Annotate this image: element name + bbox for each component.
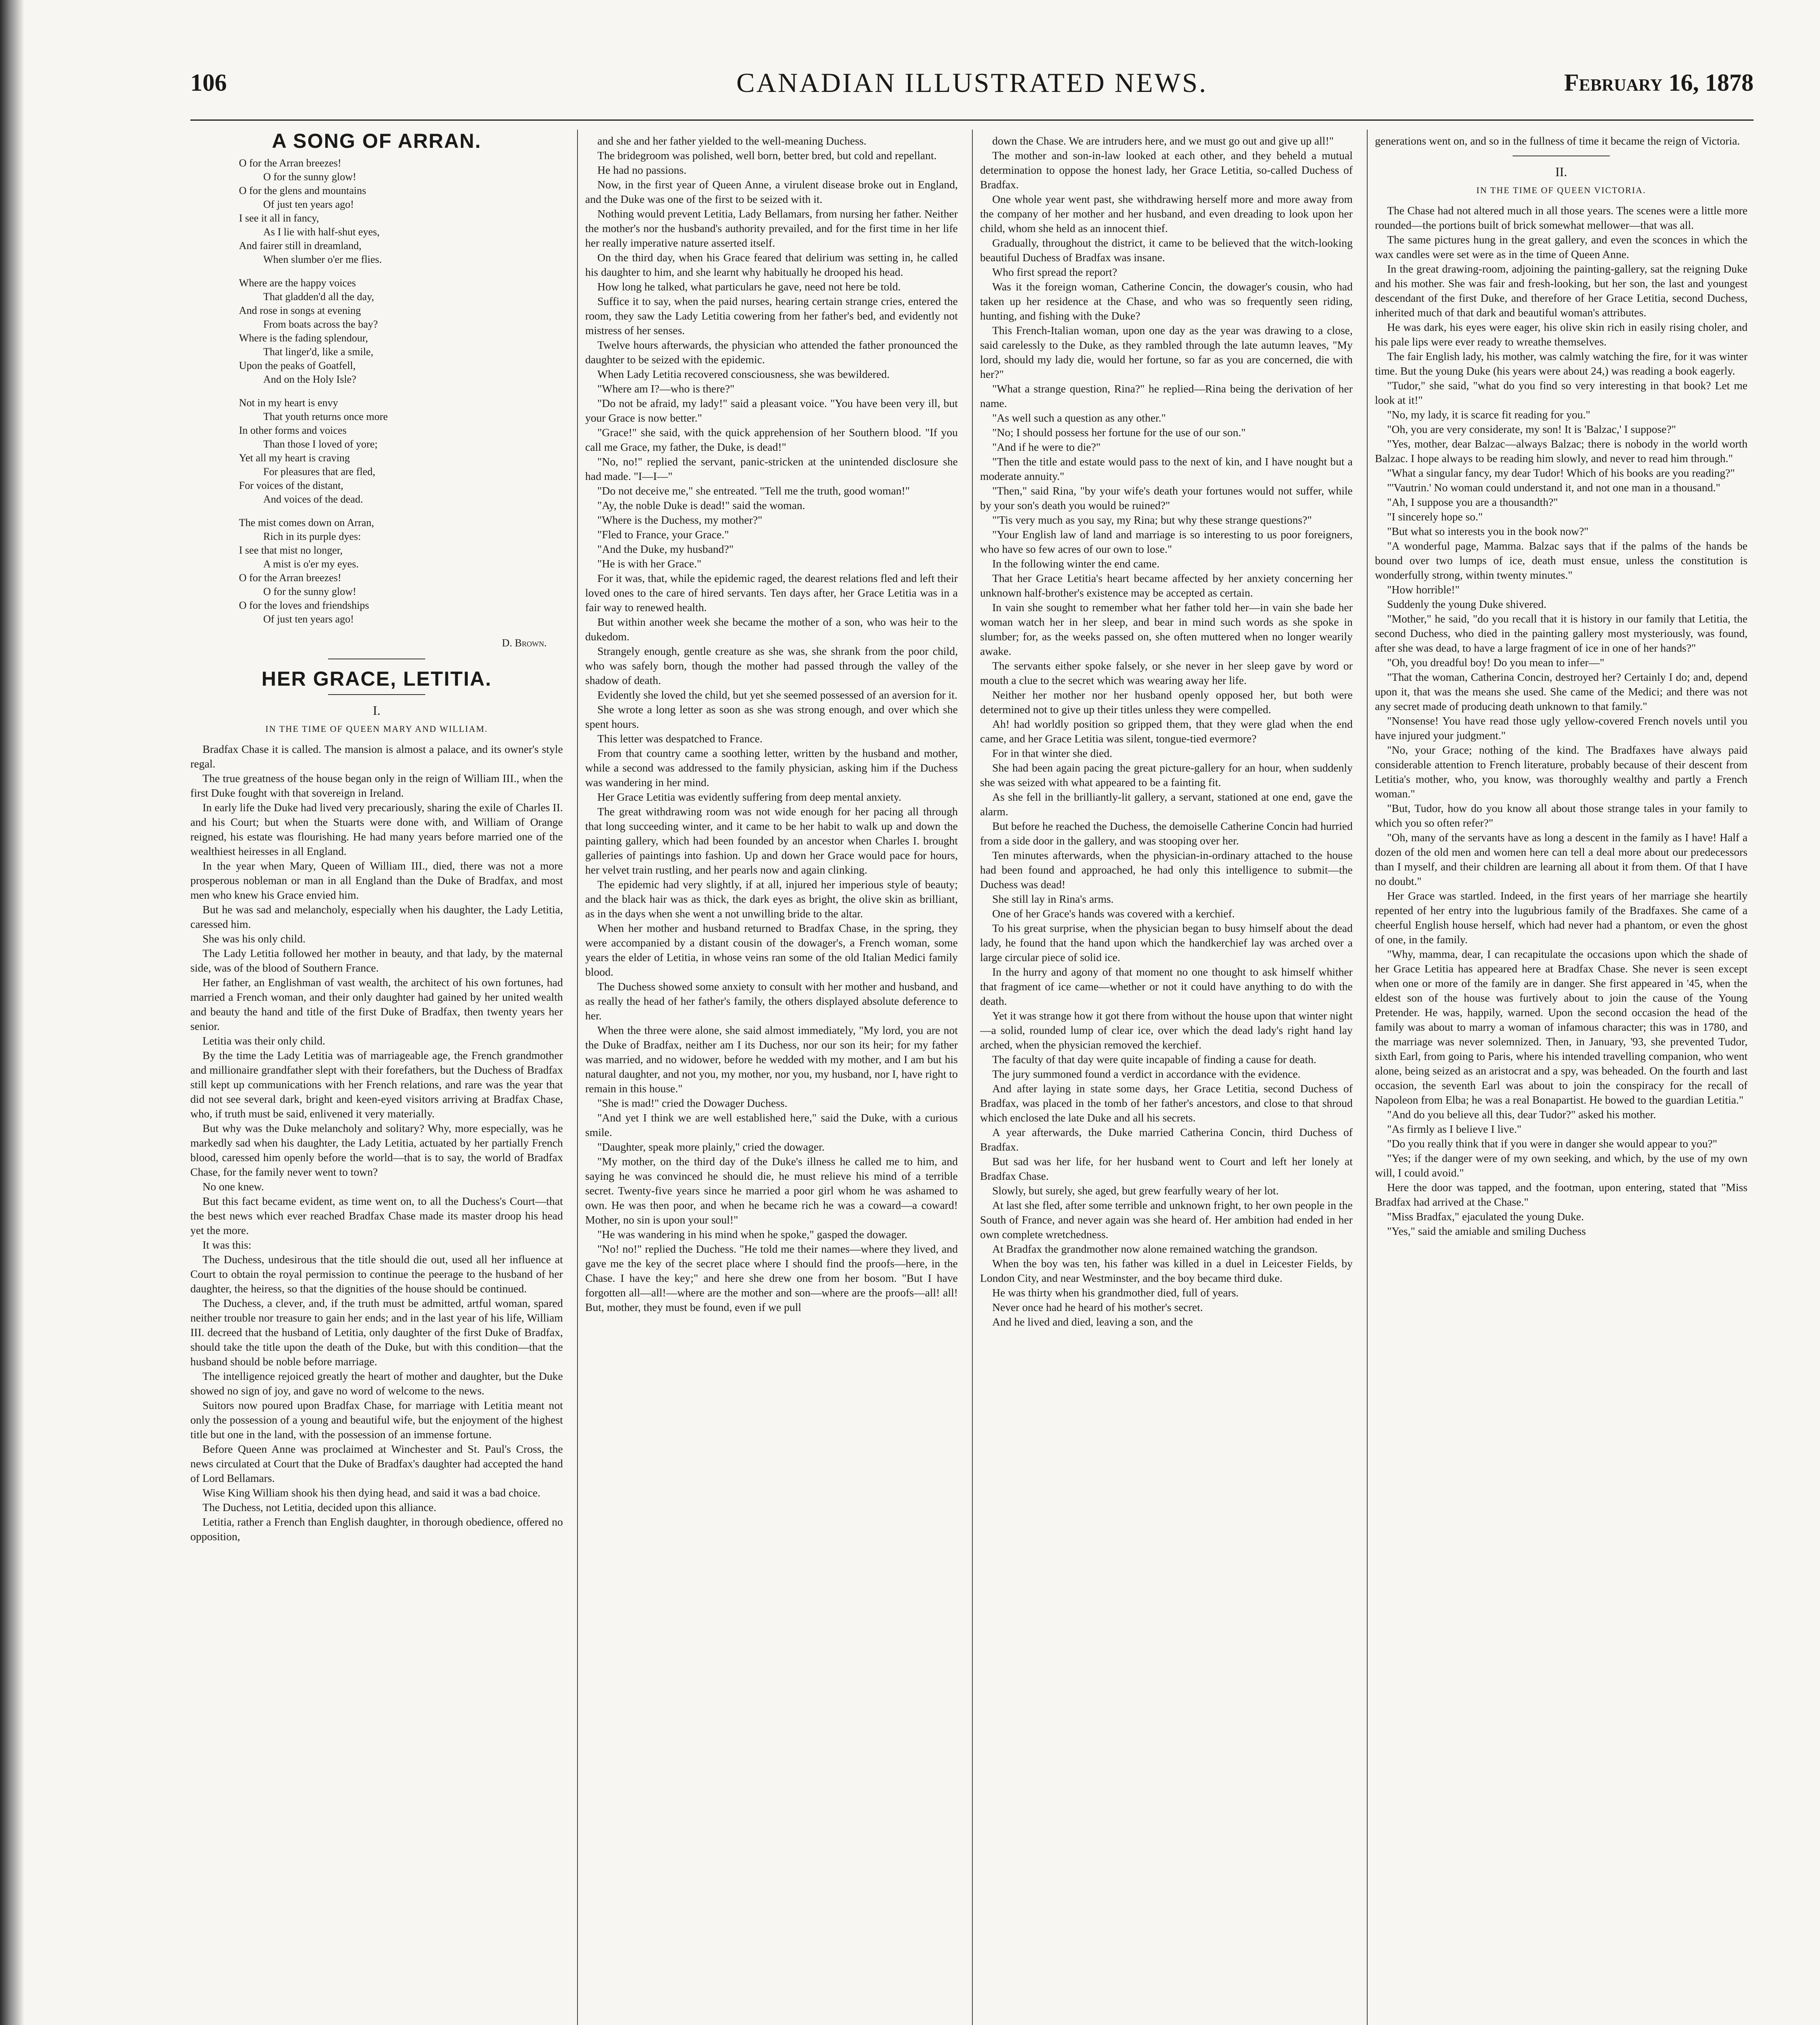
paragraph: This letter was despatched to France. bbox=[597, 732, 763, 745]
paragraph: In the following winter the end came. bbox=[992, 557, 1160, 570]
poem-line: O for the sunny glow! bbox=[263, 171, 356, 183]
paragraph: "A wonderful page, Mamma. Balzac says that if the palms of the hands be bound over two lumps of ice, death must ensue, unless the constitution is wonderfully strong, within twenty minutes." bbox=[1375, 539, 1748, 581]
paragraph: And he lived and died, leaving a son, and the bbox=[992, 1315, 1193, 1328]
section-number-two: II. bbox=[1555, 164, 1567, 179]
paragraph: She wrote a long letter as soon as she was strong enough, and over which she spent hours. bbox=[585, 703, 958, 730]
poem-line: Not in my heart is envy bbox=[239, 397, 338, 409]
paragraph: Wise King William shook his then dying head, and said it was a bad choice. bbox=[202, 1486, 541, 1499]
column-4 bbox=[1375, 134, 1748, 2025]
poem-line: When slumber o'er me flies. bbox=[263, 254, 382, 265]
paragraph: Twelve hours afterwards, the physician who attended the father pronounced the daughter to be seized with the epidemic. bbox=[585, 339, 958, 366]
paragraph: When her mother and husband returned to Bradfax Chase, in the spring, they were accompanied by a distant cousin of the dowager's, a French woman, some years the elder of Letitia, in whose veins ran some of the old Italian Medici family blood. bbox=[585, 922, 958, 978]
paragraph: But sad was her life, for her husband went to Court and left her lonely at Bradfax Chase. bbox=[980, 1155, 1353, 1182]
poem-line: That youth returns once more bbox=[263, 411, 388, 422]
paragraph: But within another week she became the mother of a son, who was heir to the dukedom. bbox=[585, 616, 958, 643]
paragraph: How long he talked, what particulars he gave, need not here be told. bbox=[597, 280, 901, 293]
story-column-4-text bbox=[1375, 203, 1748, 1238]
paragraph: In early life the Duke had lived very precariously, sharing the exile of Charles II. and his Court; but when the Stuarts were done with, and William of Orange reigned, his estate was flourishing. He had many years before married one of the wealthiest heiresses in all England. bbox=[190, 801, 563, 857]
paragraph: The bridegroom was polished, well born, better bred, but cold and repellant. bbox=[597, 149, 937, 162]
paragraph: "Do not be afraid, my lady!" said a pleasant voice. "You have been very ill, but your Grace is now better." bbox=[585, 397, 958, 424]
paragraph: "My mother, on the third day of the Duke's illness he called me to him, and saying he was convinced he should die, he must relieve his mind of a terrible secret. Twenty-five years since he married a poor girl whom he was ashamed to own. He was then poor, and when he became rich he was a coward—a coward! Mother, no sin is upon your soul!" bbox=[585, 1155, 958, 1226]
paragraph: But he was sad and melancholy, especially when his daughter, the Lady Letitia, caressed him. bbox=[190, 903, 563, 930]
poem-line: The mist comes down on Arran, bbox=[239, 517, 374, 529]
paragraph: The Lady Letitia followed her mother in beauty, and that lady, by the maternal side, was of the blood of Southern France. bbox=[190, 947, 563, 974]
paragraph: When Lady Letitia recovered consciousness, she was bewildered. bbox=[597, 368, 890, 380]
story-title: HER GRACE, LETITIA. bbox=[261, 667, 492, 690]
paragraph: "And do you believe all this, dear Tudor?" asked his mother. bbox=[1387, 1108, 1656, 1121]
paragraph: generations went on, and so in the fullness of time it became the reign of Victoria. bbox=[1375, 134, 1740, 147]
paragraph: In the year when Mary, Queen of William III., died, there was not a more prosperous nobleman or man in all England than the Duke of Bradfax, and most men who knew his Grace envied him. bbox=[190, 859, 563, 901]
divider-rule bbox=[328, 694, 425, 695]
paragraph: Bradfax Chase it is called. The mansion is almost a palace, and its owner's style regal. bbox=[190, 743, 563, 770]
section-heading-one: IN THE TIME OF QUEEN MARY AND WILLIAM. bbox=[265, 724, 488, 734]
paragraph: And after laying in state some days, her Grace Letitia, second Duchess of Bradfax, was placed in the tomb of her father's ancestors, and close to that shroud which enclosed the late Duke and all his secrets. bbox=[980, 1082, 1353, 1124]
paragraph: But this fact became evident, as time went on, to all the Duchess's Court—that the best news which ever reached Bradfax Chase made its master droop his head yet the more. bbox=[190, 1195, 563, 1236]
issue-date: February 16, 1878 bbox=[1564, 69, 1754, 96]
paragraph: For in that winter she died. bbox=[992, 747, 1112, 759]
paragraph: In vain she sought to remember what her father told her—in vain she bade her woman watch her in her sleep, and bear in mind such words as she spoke in slumber; for, as the weeks passed on, she often muttered when no longer wearily awake. bbox=[980, 601, 1353, 657]
poem-line: Of just ten years ago! bbox=[263, 198, 354, 210]
paragraph: Suffice it to say, when the paid nurses, hearing certain strange cries, entered the room, they saw the Lady Letitia cowering from her father's bed, and evidently not mistress of her senses. bbox=[585, 295, 958, 337]
column-divider bbox=[1367, 130, 1368, 2025]
paragraph: But before he reached the Duchess, the demoiselle Catherine Concin had hurried from a side door in the gallery, and was stooping over her. bbox=[980, 820, 1353, 847]
paragraph: Gradually, throughout the district, it came to be believed that the witch-looking beautiful Duchess of Bradfax was insane. bbox=[980, 237, 1353, 264]
paragraph: down the Chase. We are intruders here, and we must go out and give up all!" bbox=[992, 134, 1334, 147]
paragraph: The Duchess, not Letitia, decided upon this alliance. bbox=[202, 1501, 437, 1513]
paragraph: By the time the Lady Letitia was of marriageable age, the French grandmother and millionaire grandfather slept with their forefathers, but the Duchess of Bradfax still kept up communications with her French relations, and rare was the year that did not see several dark, bright and keen-eyed visitors arriving at Bradfax Chase, who, if truth must be said, enlivened it very materially. bbox=[190, 1049, 563, 1120]
paragraph: From that country came a soothing letter, written by the husband and mother, while a second was addressed to the family physician, asking him if the Duchess was wandering in her mind. bbox=[585, 747, 958, 789]
paragraph: He had no passions. bbox=[597, 164, 686, 176]
paragraph: When the boy was ten, his father was killed in a duel in Leicester Fields, by London City, and near Westminster, and the boy became third duke. bbox=[980, 1257, 1353, 1284]
paragraph: To his great surprise, when the physician began to busy himself about the dead lady, he found that the hand upon which the handkerchief lay was arched over a large circular piece of solid ice. bbox=[980, 922, 1353, 963]
paragraph: "Your English law of land and marriage is so interesting to us poor foreigners, who have so few acres of our own to lose." bbox=[980, 528, 1353, 555]
paragraph: "Oh, you dreadful boy! Do you mean to infer—" bbox=[1387, 656, 1605, 669]
paragraph: "Oh, you are very considerate, my son! It is 'Balzac,' I suppose?" bbox=[1387, 423, 1676, 435]
column-2 bbox=[585, 134, 958, 2025]
paragraph: Ten minutes afterwards, when the physician-in-ordinary attached to the house had been found and approached, he had only this intelligence to submit—the Duchess was dead! bbox=[980, 849, 1353, 891]
column-1 bbox=[190, 134, 563, 2025]
paragraph: "Grace!" she said, with the quick apprehension of her Southern blood. "If you call me Grace, my father, the Duke, is dead!" bbox=[585, 426, 958, 453]
column-divider bbox=[577, 130, 578, 2025]
paragraph: He was thirty when his grandmother died, full of years. bbox=[992, 1286, 1239, 1299]
paragraph: "He is with her Grace." bbox=[597, 557, 701, 570]
paragraph: "As firmly as I believe I live." bbox=[1387, 1123, 1522, 1135]
paragraph: Neither her mother nor her husband openly opposed her, but both were determined not to give up their titles unless they were compelled. bbox=[980, 688, 1353, 716]
paragraph: When the three were alone, she said almost immediately, "My lord, you are not the Duke of Bradfax, neither am I its Duchess, nor our son its heir; for my father was married, and no widower, before he wedded with my mother, and I am but his natural daughter, and not you, my mother, nor you, my husband, nor I, have right to remain in this house." bbox=[585, 1024, 958, 1095]
paragraph: "And the Duke, my husband?" bbox=[597, 543, 734, 555]
paragraph: "Where is the Duchess, my mother?" bbox=[597, 514, 763, 526]
paragraph: Nothing would prevent Letitia, Lady Bellamars, from nursing her father. Neither the mother's nor the husband's authority prevailed, and for the first time in her life her really imperative nature asserted itself. bbox=[585, 207, 958, 249]
paragraph: Her father, an Englishman of vast wealth, the architect of his own fortunes, had married a French woman, and their only daughter had gained by her united wealth and beauty the hand and title of the first Duke of Bradfax, then twenty years her senior. bbox=[190, 976, 563, 1032]
poem-line: Of just ten years ago! bbox=[263, 613, 354, 625]
poem-line: For pleasures that are fled, bbox=[263, 466, 375, 477]
poem-line: In other forms and voices bbox=[239, 424, 347, 436]
paragraph: "Miss Bradfax," ejaculated the young Duke. bbox=[1387, 1210, 1584, 1223]
paragraph: As she fell in the brilliantly-lit gallery, a servant, stationed at one end, gave the alarm. bbox=[980, 791, 1353, 818]
paragraph: Suitors now poured upon Bradfax Chase, for marriage with Letitia meant not only the possession of a young and beautiful wife, but the enjoyment of the highest title but one in the land, with the possession of an immense fortune. bbox=[190, 1399, 563, 1441]
paragraph: Slowly, but surely, she aged, but grew fearfully weary of her lot. bbox=[992, 1184, 1279, 1197]
masthead: CANADIAN ILLUSTRATED NEWS. bbox=[736, 67, 1208, 98]
paragraph: "Oh, many of the servants have as long a descent in the family as I have! Half a dozen of the old men and women here can tell a deal more about our predecessors than I myself, and their children are learning all about it from them. Of that I have no doubt." bbox=[1375, 831, 1748, 887]
paragraph: "No, no!" replied the servant, panic-stricken at the unintended disclosure she had made. "I—I—" bbox=[585, 455, 958, 482]
paragraph: One whole year went past, she withdrawing herself more and more away from the company of her mother and her husband, and even dreading to look upon her child, whom she held as an innocent thief. bbox=[980, 193, 1353, 234]
paragraph: Evidently she loved the child, but yet she seemed possessed of an aversion for it. bbox=[597, 688, 957, 701]
paragraph: The Chase had not altered much in all those years. The scenes were a little more rounded—the portions built of brick somewhat mellower—that was all. bbox=[1375, 204, 1748, 231]
paragraph: "Where am I?—who is there?" bbox=[597, 382, 735, 395]
paragraph: "But, Tudor, how do you know all about those strange tales in your family to which you so often refer?" bbox=[1375, 802, 1748, 829]
song-title: A SONG OF ARRAN. bbox=[272, 134, 482, 152]
poem-line: O for the loves and friendships bbox=[239, 599, 369, 611]
paragraph: No one knew. bbox=[202, 1180, 264, 1193]
paragraph: The servants either spoke falsely, or she never in her sleep gave by word or mouth a clue to the secret which was wearing away her life. bbox=[980, 659, 1353, 686]
paragraph: "Nonsense! You have read those ugly yellow-covered French novels until you have injured your judgment." bbox=[1375, 714, 1748, 742]
paragraph: He was dark, his eyes were eager, his olive skin rich in easily rising choler, and his pale lips were ever ready to wreathe themselves. bbox=[1375, 321, 1748, 348]
paragraph: The mother and son-in-law looked at each other, and they beheld a mutual determination to oppose the honest lady, her Grace Letitia, so-called Duchess of Bradfax. bbox=[980, 149, 1353, 191]
paragraph: The Duchess, undesirous that the title should die out, used all her influence at Court to obtain the royal permission to continue the peerage to the husband of her daughter, the heiress, so that the dignities of the house should be continued. bbox=[190, 1253, 563, 1295]
poem-stanza bbox=[239, 276, 563, 386]
poem-line: From boats across the bay? bbox=[263, 318, 378, 330]
paragraph: Letitia was their only child. bbox=[202, 1034, 326, 1047]
paragraph: The epidemic had very slightly, if at all, injured her imperious style of beauty; and the black hair was as thick, the dark eyes as bright, the olive skin as brilliant, as in the days when she went a not unwilling bride to the altar. bbox=[585, 878, 958, 920]
poem-line: Where is the fading splendour, bbox=[239, 332, 368, 344]
paragraph: The Duchess showed some anxiety to consult with her mother and husband, and as really the head of her father's family, the others displayed absolute deference to her. bbox=[585, 980, 958, 1022]
paragraph: The faculty of that day were quite incapable of finding a cause for death. bbox=[992, 1053, 1317, 1066]
paragraph: A year afterwards, the Duke married Catherina Concin, third Duchess of Bradfax. bbox=[980, 1126, 1353, 1153]
paragraph: and she and her father yielded to the well-meaning Duchess. bbox=[597, 134, 867, 147]
poem-line: As I lie with half-shut eyes, bbox=[263, 226, 380, 238]
paragraph: The great withdrawing room was not wide enough for her pacing all through that long succeeding winter, and it came to be her habit to walk up and down the painting gallery, which had been founded by an ancestor when Charles I. brought galleries of paintings into fashion. Up and down her Grace would pace for hours, her velvet train rustling, and her pearls now and again clinking. bbox=[585, 805, 958, 876]
poem-line: And fairer still in dreamland, bbox=[239, 240, 362, 252]
poem-line: O for the sunny glow! bbox=[263, 586, 356, 597]
paragraph: "No! no!" replied the Duchess. "He told me their names—where they lived, and gave me the key of the secret place where I should find the proofs—here, in the Chase. I have the key;" and here she drew one from her bosom. "But I have forgotten all—all!—where are the mother and son—where are the proofs—all! all! But, mother, they must be found, even if we pull bbox=[585, 1243, 958, 1313]
paragraph: "No; I should possess her fortune for the use of our son." bbox=[992, 426, 1246, 439]
story-column-1-text bbox=[190, 742, 563, 1544]
paragraph: She still lay in Rina's arms. bbox=[992, 893, 1114, 905]
paragraph: "What a singular fancy, my dear Tudor! Which of his books are you reading?" bbox=[1387, 467, 1735, 479]
section-heading-two: IN THE TIME OF QUEEN VICTORIA. bbox=[1476, 185, 1646, 195]
paragraph: That her Grace Letitia's heart became affected by her anxiety concerning her unknown half-brother's existence may be accepted as certain. bbox=[980, 572, 1353, 599]
poem-line: Than those I loved of yore; bbox=[263, 438, 378, 450]
paragraph: Yet it was strange how it got there from without the house upon that winter night—a solid, rounded lump of clear ice, over which the dead lady's right hand lay arched, when the physician removed the kerchief. bbox=[980, 1009, 1353, 1051]
poem-line: That gladden'd all the day, bbox=[263, 291, 374, 303]
paragraph: "'Tis very much as you say, my Rina; but why these strange questions?" bbox=[992, 514, 1312, 526]
paragraph: "And yet I think we are well established here," said the Duke, with a curious smile. bbox=[585, 1111, 958, 1138]
paragraph: She had been again pacing the great picture-gallery for an hour, when suddenly she was seized with what appeared to be a fainting fit. bbox=[980, 761, 1353, 789]
paragraph: The intelligence rejoiced greatly the heart of mother and daughter, but the Duke showed no sign of joy, and gave no word of welcome to the news. bbox=[190, 1370, 563, 1397]
poem-line: Yet all my heart is craving bbox=[239, 452, 350, 464]
poem-line: Upon the peaks of Goatfell, bbox=[239, 360, 356, 371]
paragraph: "Then," said Rina, "by your wife's death your fortunes would not suffer, while by your son's death you would be ruined?" bbox=[980, 484, 1353, 512]
paragraph: Was it the foreign woman, Catherine Concin, the dowager's cousin, who had taken up her residence at the Chase, and who was so frequently seen riding, hunting, and fishing with the Duke? bbox=[980, 280, 1353, 322]
paragraph: Suddenly the young Duke shivered. bbox=[1387, 598, 1547, 610]
paragraph: At last she fled, after some terrible and unknown fright, to her own people in the South of France, and never again was she heard of. Her ambition had ended in her own complete wretchedness. bbox=[980, 1199, 1353, 1241]
page-edge-shadow bbox=[0, 0, 24, 2025]
paragraph: "He was wandering in his mind when he spoke," gasped the dowager. bbox=[597, 1228, 908, 1241]
paragraph: The Duchess, a clever, and, if the truth must be admitted, artful woman, spared neither trouble nor treasure to gain her ends; and in the last year of his life, William III. decreed that the husband of Letitia, only daughter of the first Duke of Bradfax, should take the title upon the death of the Duke, but with this condition—that the husband should be noble before marriage. bbox=[190, 1297, 563, 1368]
paragraph: This French-Italian woman, upon one day as the year was drawing to a close, said carelessly to the Duke, as they rambled through the late autumn leaves, "My lord, should my lady die, would her fortune, so far as you are concerned, die with her?" bbox=[980, 324, 1353, 380]
paragraph: "That the woman, Catherina Concin, destroyed her? Certainly I do; and, depend upon it, that was the means she used. She came of the Medici; and there was not any secret made of producing death unknown to that family." bbox=[1375, 671, 1748, 712]
poem-author: D. Brown. bbox=[502, 637, 547, 649]
paragraph: "How horrible!" bbox=[1387, 583, 1460, 596]
poem-line: O for the glens and mountains bbox=[239, 185, 367, 196]
poem-line: Where are the happy voices bbox=[239, 277, 356, 289]
column-divider bbox=[972, 130, 973, 2025]
paragraph: "What a strange question, Rina?" he replied—Rina being the derivation of her name. bbox=[980, 382, 1353, 409]
paragraph: Letitia, rather a French than English daughter, in thorough obedience, offered no opposition, bbox=[190, 1516, 563, 1543]
paragraph: The same pictures hung in the great gallery, and even the sconces in which the wax candles were set were as in the time of Queen Anne. bbox=[1375, 233, 1748, 260]
poem-line: O for the Arran breezes! bbox=[239, 572, 341, 584]
poem-line: For voices of the distant, bbox=[239, 480, 343, 491]
paragraph: Here the door was tapped, and the footman, upon entering, stated that "Miss Bradfax had arrived at the Chase." bbox=[1375, 1181, 1748, 1208]
story-column-2-text bbox=[585, 134, 958, 1315]
paragraph: "Ay, the noble Duke is dead!" said the woman. bbox=[597, 499, 806, 512]
paragraph: At Bradfax the grandmother now alone remained watching the grandson. bbox=[992, 1243, 1318, 1255]
poem-line: Rich in its purple dyes: bbox=[263, 531, 361, 542]
poem-stanza bbox=[239, 396, 563, 506]
poem-line: I see that mist no longer, bbox=[239, 544, 343, 556]
paragraph: "I sincerely hope so." bbox=[1387, 510, 1483, 523]
paragraph: Ah! had worldly position so gripped them, that they were glad when the end came, and her Grace Letitia was silent, tongue-tied evermore? bbox=[980, 718, 1353, 745]
paragraph: She was his only child. bbox=[202, 932, 306, 945]
paragraph: "Why, mamma, dear, I can recapitulate the occasions upon which the shade of her Grace Letitia has appeared here at Bradfax Chase. She never is seen except when one or more of the family are in danger. She first appeared in '45, when the eldest son of the house was furtively about to join the cause of the Young Pretender. He was, happily, warned. Upon the second occasion the head of the family was about to marry a woman of infamous character; this was in 1780, and the marriage was never solemnized. Then, in January, '93, she prevented Tudor, sixth Earl, from going to Paris, where his intended travelling companion, who went alone, being seized as an aristocrat and a spy, was beheaded. On the fourth and last occasion, the seventh Earl was about to join the conspiracy for the recall of Napoleon from Elba; he was a real Bonapartist. He bowed to the guardian Letitia." bbox=[1375, 948, 1748, 1106]
poem-line: I see it all in fancy, bbox=[239, 212, 319, 224]
paragraph: For it was, that, while the epidemic raged, the dearest relations fled and left their loved ones to the care of hired servants. Ten days after, her Grace Letitia was in a fair way to renewed health. bbox=[585, 572, 958, 614]
paragraph: On the third day, when his Grace feared that delirium was setting in, he called his daughter to him, and she learnt why habitually he drooped his head. bbox=[585, 251, 958, 278]
page-header bbox=[190, 57, 1754, 105]
paragraph: The fair English lady, his mother, was calmly watching the fire, for it was winter time. But the young Duke (his years were about 24,) was reading a book eagerly. bbox=[1375, 350, 1748, 377]
paragraph: "Daughter, speak more plainly," cried the dowager. bbox=[597, 1140, 825, 1153]
paragraph: But why was the Duke melancholy and solitary? Why, more especially, was he markedly sad when his daughter, the Lady Letitia, actuated by her partially French blood, caressed him openly before the world—that is to say, the world of Bradfax Chase, for the family never went to town? bbox=[190, 1122, 563, 1178]
paragraph: Strangely enough, gentle creature as she was, she shrank from the poor child, who was safely born, though the mother had passed through the valley of the shadow of death. bbox=[585, 645, 958, 686]
page-number: 106 bbox=[190, 69, 227, 96]
poem-line: And on the Holy Isle? bbox=[263, 373, 356, 385]
paragraph: "Yes," said the amiable and smiling Duchess bbox=[1387, 1225, 1586, 1237]
paragraph: "Then the title and estate would pass to the next of kin, and I have nought but a moderate annuity." bbox=[980, 455, 1353, 482]
poem-stanza bbox=[239, 516, 563, 626]
paragraph: "Tudor," she said, "what do you find so very interesting in that book? Let me look at it!" bbox=[1375, 379, 1748, 406]
story-column-3-text bbox=[980, 134, 1353, 1329]
poem-line: And voices of the dead. bbox=[263, 493, 363, 505]
paragraph: The true greatness of the house began only in the reign of William III., when the first Duke fought with that sovereign in Ireland. bbox=[190, 772, 563, 799]
paragraph: Before Queen Anne was proclaimed at Winchester and St. Paul's Cross, the news circulated at Court that the Duke of Bradfax's daughter had accepted the hand of Lord Bellamars. bbox=[190, 1443, 563, 1484]
paragraph: Never once had he heard of his mother's secret. bbox=[992, 1301, 1203, 1313]
poem-line: A mist is o'er my eyes. bbox=[263, 558, 359, 570]
paragraph: "No, your Grace; nothing of the kind. The Bradfaxes have always paid considerable attention to French literature, probably because of their descent from Letitia's mother, who, you know, was thoroughly wealthy and partly a French woman." bbox=[1375, 744, 1748, 800]
paragraph: "Ah, I suppose you are a thousandth?" bbox=[1387, 496, 1558, 508]
paragraph: "And if he were to die?" bbox=[992, 441, 1101, 453]
paragraph: Who first spread the report? bbox=[992, 266, 1117, 278]
paragraph: In the hurry and agony of that moment no one thought to ask himself whither that fragment of ice came—whether or not it could have anything to do with the death. bbox=[980, 966, 1353, 1007]
poem-line: And rose in songs at evening bbox=[239, 305, 361, 316]
paragraph: The jury summoned found a verdict in accordance with the evidence. bbox=[992, 1068, 1301, 1080]
paragraph: "She is mad!" cried the Dowager Duchess. bbox=[597, 1097, 788, 1109]
paragraph: "'Vautrin.' No woman could understand it, and not one man in a thousand." bbox=[1387, 481, 1720, 494]
poem bbox=[239, 156, 563, 626]
paragraph: "No, my lady, it is scarce fit reading for you." bbox=[1387, 408, 1590, 421]
paragraph: "As well such a question as any other." bbox=[992, 411, 1166, 424]
paragraph: "Do you really think that if you were in danger she would appear to you?" bbox=[1387, 1137, 1718, 1150]
paragraph: "Yes; if the danger were of my own seeking, and which, by the use of my own will, I could avoid." bbox=[1375, 1152, 1748, 1179]
paragraph: Her Grace Letitia was evidently suffering from deep mental anxiety. bbox=[597, 791, 901, 803]
paragraph: "Mother," he said, "do you recall that it is history in our family that Letitia, the second Duchess, who died in the painting gallery most mysteriously, was found, after she was dead, to have a large fragment of ice in one of her hands?" bbox=[1375, 612, 1748, 654]
paragraph: It was this: bbox=[202, 1238, 251, 1251]
column-3 bbox=[980, 134, 1353, 2025]
header-rule bbox=[190, 119, 1754, 121]
poem-line: O for the Arran breezes! bbox=[239, 157, 341, 169]
paragraph: Now, in the first year of Queen Anne, a virulent disease broke out in England, and the Duke was one of the first to be seized with it. bbox=[585, 178, 958, 205]
paragraph: In the great drawing-room, adjoining the painting-gallery, sat the reigning Duke and his mother. She was fair and fresh-looking, but her son, the last and youngest descendant of the first Duke, and therefore of her Grace Letitia, second Duchess, inherited much of that dark and beautiful woman's attributes. bbox=[1375, 262, 1748, 319]
paragraph: "But what so interests you in the book now?" bbox=[1387, 525, 1589, 537]
section-number-one: I. bbox=[373, 703, 381, 718]
poem-stanza bbox=[239, 156, 563, 266]
paragraph: "Yes, mother, dear Balzac—always Balzac; there is nobody in the world worth Balzac. I hope always to be reading him slowly, and never to read him through." bbox=[1375, 437, 1748, 465]
paragraph: One of her Grace's hands was covered with a kerchief. bbox=[992, 907, 1235, 920]
poem-line: That linger'd, like a smile, bbox=[263, 346, 373, 358]
paragraph: "Fled to France, your Grace." bbox=[597, 528, 729, 541]
paragraph: Her Grace was startled. Indeed, in the first years of her marriage she heartily repented of her entry into the lugubrious family of the Bradfaxes. She came of a cheerful English house herself, which had never had a phantom, or even the ghost of one, in the family. bbox=[1375, 889, 1748, 946]
paragraph: "Do not deceive me," she entreated. "Tell me the truth, good woman!" bbox=[597, 484, 910, 497]
